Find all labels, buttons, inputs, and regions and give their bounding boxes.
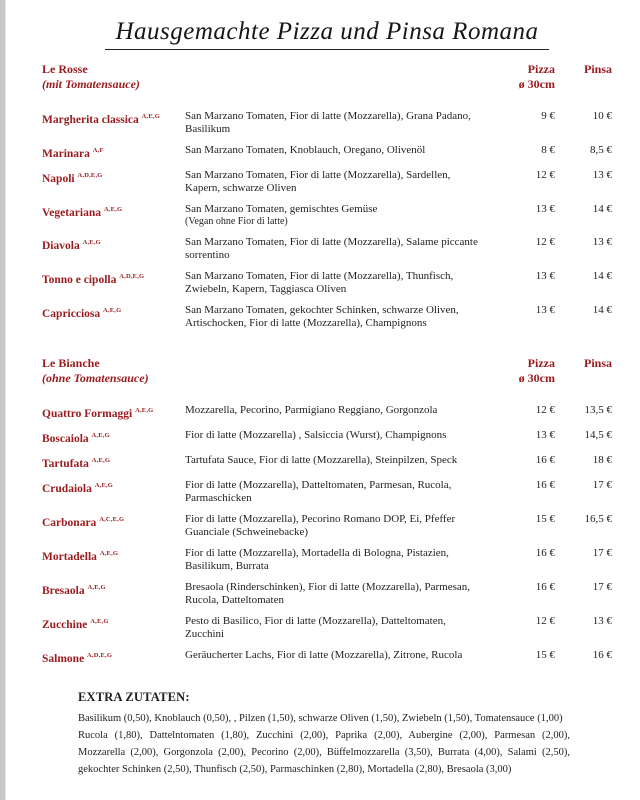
item-description: Fior di latte (Mozzarella), Datteltomaten, Parmesan, Rucola, Parmaschicken (185, 478, 452, 504)
item-price-pizza: 8 € (541, 144, 555, 156)
item-price-pizza: 12 € (535, 404, 555, 417)
item-allergens: A,E,G (141, 113, 160, 120)
menu-item-row (42, 110, 612, 136)
item-price-pinsa: 17 € (592, 478, 612, 491)
item-name: Salmone (42, 652, 85, 665)
menu-section (42, 356, 612, 665)
item-description: Bresaola (Rinderschinken), Fior di latte (Mozzarella), Parmesan, Rucola, Datteltomaten (185, 580, 470, 606)
item-name: Bresaola (42, 584, 85, 597)
menu-sections (42, 62, 612, 666)
item-name: Crudaiola (42, 482, 92, 495)
menu-item-row (42, 479, 612, 505)
section-header (42, 62, 612, 92)
item-allergens: A,F (92, 147, 104, 154)
item-description: San Marzano Tomaten, gemischtes Gemüse (185, 202, 378, 215)
menu-item-row (42, 169, 612, 195)
item-description: San Marzano Tomaten, Fior di latte (Mozzarella), Grana Padano, Basilikum (185, 110, 471, 135)
item-allergens: A,E,G (82, 239, 101, 247)
item-name: Zucchine (42, 618, 88, 631)
menu-item-row (42, 304, 612, 330)
item-price-pinsa: 17 € (592, 580, 612, 593)
extras-line: Basilikum (0,50), Knoblauch (0,50), , Pilzen (1,50), schwarze Oliven (1,50), Zwiebeln (1,50), Tomatensauce (1,00) (78, 712, 563, 724)
column-header-pinsa (555, 356, 612, 386)
menu-item-row (42, 649, 612, 666)
page-title: Hausgemachte Pizza und Pinsa Romana (105, 18, 548, 50)
item-allergens: A,E,G (99, 549, 119, 557)
item-name: Mortadella (42, 550, 97, 563)
item-allergens: A,C,E,G (99, 515, 125, 523)
column-header-pizza-label: Pizza (527, 62, 555, 76)
item-price-pinsa: 13,5 € (584, 404, 612, 417)
item-price-pinsa: 18 € (592, 453, 612, 466)
item-price-pinsa: 14 € (592, 270, 612, 283)
item-description: Fior di latte (Mozzarella), Mortadella di Bologna, Pistazien, Basilikum, Burrata (185, 546, 449, 572)
title-wrap (42, 18, 612, 50)
item-description: San Marzano Tomaten, Fior di latte (Mozzarella), Salame piccante sorrentino (185, 236, 478, 262)
item-price-pinsa: 17 € (592, 546, 612, 559)
item-name: Tonno e cipolla (42, 274, 117, 287)
item-description: San Marzano Tomaten, gekochter Schinken, schwarze Oliven, Artischocken, Fior di latte (Mozzarella), Champignons (185, 304, 459, 330)
item-name: Tartufata (42, 457, 89, 470)
section-subtitle: (mit Tomatensauce) (42, 77, 140, 91)
item-price-pizza: 15 € (535, 648, 555, 661)
item-price-pizza: 15 € (535, 512, 555, 525)
item-name: Boscaiola (42, 432, 89, 445)
menu-item-row (42, 404, 612, 421)
item-allergens: A,D,E,G (119, 273, 145, 281)
item-allergens: A,D,E,G (77, 171, 103, 179)
item-name: Marinara (42, 147, 90, 160)
menu-item-row (42, 203, 612, 229)
item-description: Tartufata Sauce, Fior di latte (Mozzarella), Steinpilzen, Speck (185, 453, 458, 466)
item-allergens: A,E,G (91, 432, 110, 440)
item-name: Vegetariana (42, 206, 101, 219)
item-price-pinsa: 13 € (592, 236, 612, 249)
item-description: Pesto di Basilico, Fior di latte (Mozzarella), Datteltomaten, Zucchini (185, 614, 446, 640)
item-name: Carbonara (42, 516, 97, 529)
extras-line: Rucola (1,80), Dattelntomaten (1,80), Zucchini (2,00), Paprika (2,00), Aubergine (2,00), Parmesan (2,00), Mozzarella (2,00), Gorgonzola (2,00), Pecorino (2,00), Büffelmozzarella (3,50), Burrata (4,00), Salami (2,50), gekochter Schinken (2,50), Thunfisch (2,50), Parmaschinken (2,80), Mortadella (2,80), Bresaola (3,00) (78, 729, 570, 775)
item-description: Mozzarella, Pecorino, Parmigiano Reggiano, Gorgonzola (185, 404, 438, 417)
column-header-pizza-size: ø 30cm (518, 77, 555, 91)
section-title: Le Bianche (42, 356, 100, 371)
item-allergens: A,D,E,G (87, 651, 113, 659)
item-description: Fior di latte (Mozzarella), Pecorino Romano DOP, Ei, Pfeffer Guanciale (Schweinebacke) (185, 512, 456, 538)
item-note: (Vegan ohne Fior di latte) (185, 215, 288, 227)
column-header-pizza-label: Pizza (527, 356, 555, 371)
menu-section (42, 62, 612, 330)
column-header-pinsa-label: Pinsa (583, 356, 612, 371)
item-price-pinsa: 8,5 € (590, 144, 612, 156)
column-header-pizza-size: ø 30cm (518, 371, 555, 386)
item-price-pizza: 16 € (535, 580, 555, 593)
extras-heading: EXTRA ZUTATEN: (78, 689, 190, 704)
item-allergens: A,E,G (135, 407, 154, 415)
column-header-pizza (495, 62, 555, 92)
menu-item-row (42, 547, 612, 573)
menu-item-row (42, 513, 612, 539)
item-price-pizza: 13 € (535, 429, 555, 442)
menu-item-row (42, 454, 612, 471)
item-price-pizza: 16 € (535, 546, 555, 559)
item-price-pizza: 9 € (541, 110, 555, 122)
menu-item-row (42, 270, 612, 296)
item-price-pizza: 13 € (535, 270, 555, 283)
column-header-pinsa-label: Pinsa (583, 62, 612, 76)
item-price-pizza: 13 € (535, 202, 555, 215)
section-header (42, 356, 612, 386)
page-left-edge (0, 0, 6, 800)
column-header-pizza (495, 356, 555, 386)
item-name: Napoli (42, 172, 75, 185)
section-subtitle: (ohne Tomatensauce) (42, 371, 149, 386)
menu-item-row (42, 144, 612, 161)
section-items (42, 110, 612, 330)
extras-block (78, 690, 570, 778)
menu-item-row (42, 615, 612, 641)
item-price-pizza: 12 € (535, 614, 555, 627)
item-price-pizza: 16 € (535, 453, 555, 466)
item-price-pinsa: 16,5 € (584, 512, 612, 525)
section-items (42, 404, 612, 665)
item-allergens: A,E,G (103, 307, 122, 315)
item-allergens: A,E,G (91, 456, 111, 464)
item-price-pinsa: 13 € (592, 614, 612, 627)
item-description: Fior di latte (Mozzarella) , Salsiccia (Wurst), Champignons (185, 429, 447, 442)
section-title: Le Rosse (42, 62, 88, 76)
item-price-pizza: 12 € (535, 168, 555, 181)
item-name: Diavola (42, 240, 80, 253)
column-header-pinsa (555, 62, 612, 92)
item-allergens: A,E,G (103, 205, 123, 213)
item-allergens: A,E,G (94, 481, 114, 489)
item-price-pinsa: 13 € (592, 168, 612, 181)
item-description: San Marzano Tomaten, Fior di latte (Mozzarella), Sardellen, Kapern, schwarze Oliven (185, 168, 451, 194)
item-allergens: A,E,G (90, 617, 109, 625)
item-name: Quattro Formaggi (42, 408, 133, 421)
item-allergens: A,E,G (87, 583, 106, 591)
menu-item-row (42, 429, 612, 446)
item-price-pizza: 13 € (535, 304, 555, 317)
item-description: San Marzano Tomaten, Knoblauch, Oregano, Olivenöl (185, 144, 426, 156)
item-description: San Marzano Tomaten, Fior di latte (Mozzarella), Thunfisch, Zwiebeln, Kapern, Taggiasca Oliven (185, 270, 454, 296)
item-price-pizza: 12 € (535, 236, 555, 249)
item-price-pinsa: 14 € (592, 304, 612, 317)
item-price-pinsa: 14 € (592, 202, 612, 215)
item-price-pizza: 16 € (535, 478, 555, 491)
menu-item-row (42, 236, 612, 262)
item-name: Capricciosa (42, 308, 101, 321)
menu-item-row (42, 581, 612, 607)
item-price-pinsa: 10 € (592, 110, 612, 122)
item-price-pinsa: 16 € (592, 648, 612, 661)
item-description: Geräucherter Lachs, Fior di latte (Mozzarella), Zitrone, Rucola (185, 648, 463, 661)
item-price-pinsa: 14,5 € (584, 429, 612, 442)
item-name: Margherita classica (42, 113, 139, 126)
